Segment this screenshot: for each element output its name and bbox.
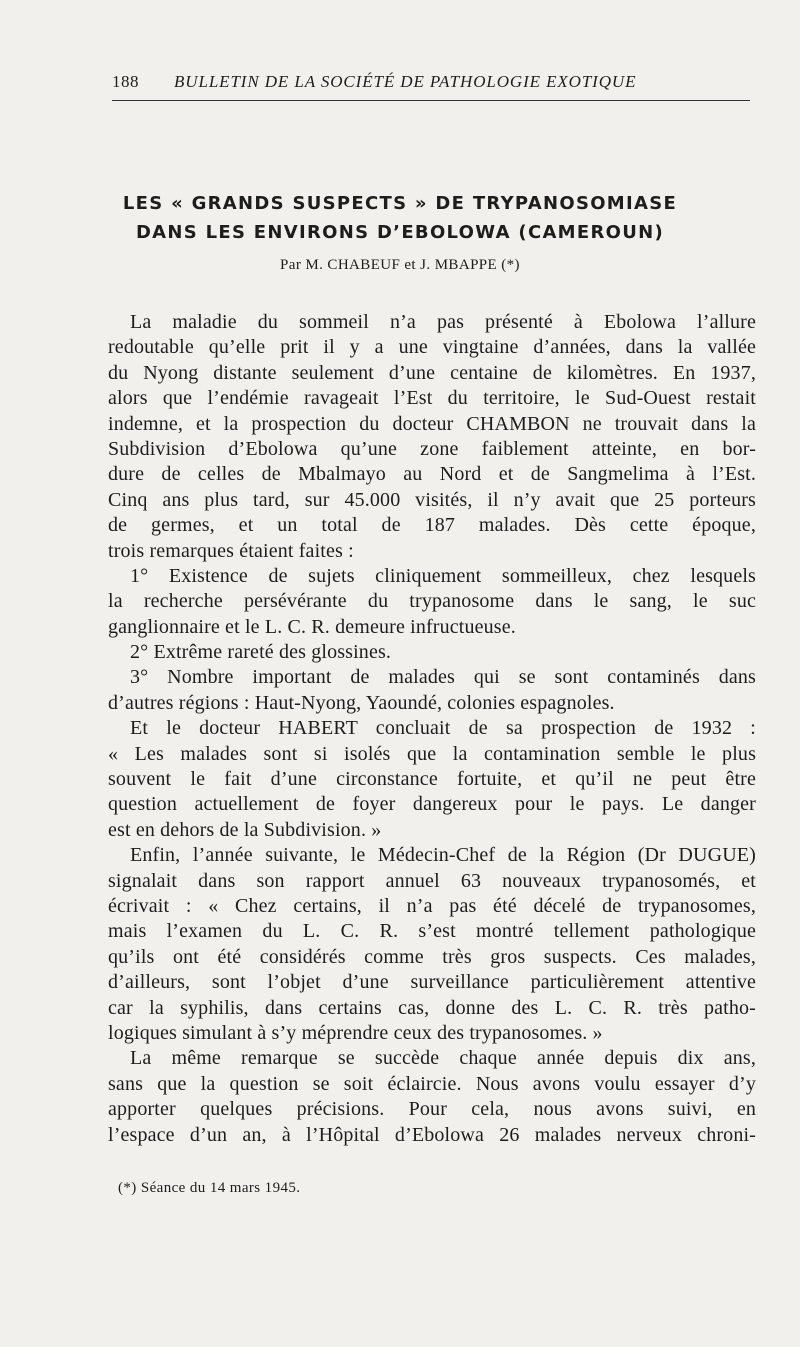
body-line: redoutable qu’elle prit il y a une vingtaine d’années, dans la vallée	[108, 336, 756, 359]
body-line: signalait dans son rapport annuel 63 nouveaux trypanosomés, et	[108, 869, 756, 892]
page-number: 188	[112, 72, 139, 91]
body-line: Enfin, l’année suivante, le Médecin-Chef de la Région (Dr DUGUE)	[130, 844, 756, 867]
article-body	[108, 310, 756, 1148]
body-line: l’espace d’un an, à l’Hôpital d’Ebolowa 26 malades nerveux chroni-	[108, 1123, 756, 1146]
body-line: indemne, et la prospection du docteur CHAMBON ne trouvait dans la	[108, 412, 756, 435]
body-line: « Les malades sont si isolés que la contamination semble le plus	[108, 742, 756, 765]
body-line: 3° Nombre important de malades qui se sont contaminés dans	[130, 666, 756, 689]
body-line: Et le docteur HABERT concluait de sa prospection de 1932 :	[130, 717, 756, 740]
body-line: Subdivision d’Ebolowa qu’une zone faiblement atteinte, en bor-	[108, 437, 756, 460]
body-line: d’autres régions : Haut-Nyong, Yaoundé, colonies espagnoles.	[108, 691, 615, 714]
body-line: d’ailleurs, sont l’objet d’une surveillance particulièrement attentive	[108, 971, 756, 994]
body-line: écrivait : « Chez certains, il n’a pas été décelé de trypanosomes,	[108, 894, 756, 917]
running-header	[112, 72, 750, 101]
body-line: la recherche persévérante du trypanosome dans le sang, le suc	[108, 590, 756, 613]
author-byline: Par M. CHABEUF et J. MBAPPE (*)	[280, 257, 520, 273]
body-line: apporter quelques précisions. Pour cela, nous avons suivi, en	[108, 1098, 756, 1121]
body-line: ganglionnaire et le L. C. R. demeure infructueuse.	[108, 615, 516, 638]
body-line: trois remarques étaient faites :	[108, 539, 354, 562]
article-title-line: DANS LES ENVIRONS D’EBOLOWA (CAMEROUN)	[135, 222, 665, 243]
article-title	[0, 189, 800, 247]
body-line: car la syphilis, dans certains cas, donne des L. C. R. très patho-	[108, 996, 756, 1019]
body-line: sans que la question se soit éclaircie. Nous avons voulu essayer d’y	[108, 1072, 756, 1095]
body-line: souvent le fait d’une circonstance fortuite, et qu’il ne peut être	[108, 768, 756, 791]
footnote: (*) Séance du 14 mars 1945.	[118, 1180, 301, 1196]
journal-title: BULLETIN DE LA SOCIÉTÉ DE PATHOLOGIE EXOTIQUE	[174, 72, 637, 91]
body-line: 1° Existence de sujets cliniquement sommeilleux, chez lesquels	[130, 564, 756, 587]
body-line: question actuellement de foyer dangereux pour le pays. Le danger	[108, 793, 756, 816]
article-title-line: LES « GRANDS SUSPECTS » DE TRYPANOSOMIASE	[122, 193, 678, 214]
body-line: qu’ils ont été considérés comme très gros suspects. Ces malades,	[108, 945, 756, 968]
body-line: alors que l’endémie ravageait l’Est du territoire, le Sud-Ouest restait	[108, 387, 756, 410]
body-line: du Nyong distante seulement d’une centaine de kilomètres. En 1937,	[108, 361, 756, 384]
body-line: de germes, et un total de 187 malades. Dès cette époque,	[108, 514, 756, 537]
body-line: Cinq ans plus tard, sur 45.000 visités, il n’y avait que 25 porteurs	[108, 488, 756, 511]
body-line: La maladie du sommeil n’a pas présenté à Ebolowa l’allure	[130, 311, 756, 333]
body-line: mais l’examen du L. C. R. s’est montré tellement pathologique	[108, 920, 756, 943]
body-line: 2° Extrême rareté des glossines.	[130, 641, 392, 664]
body-line: dure de celles de Mbalmayo au Nord et de Sangmelima à l’Est.	[108, 463, 756, 486]
body-line: est en dehors de la Subdivision. »	[108, 818, 382, 841]
body-line: La même remarque se succède chaque année depuis dix ans,	[130, 1047, 756, 1070]
body-line: logiques simulant à s’y méprendre ceux des trypanosomes. »	[108, 1021, 603, 1044]
